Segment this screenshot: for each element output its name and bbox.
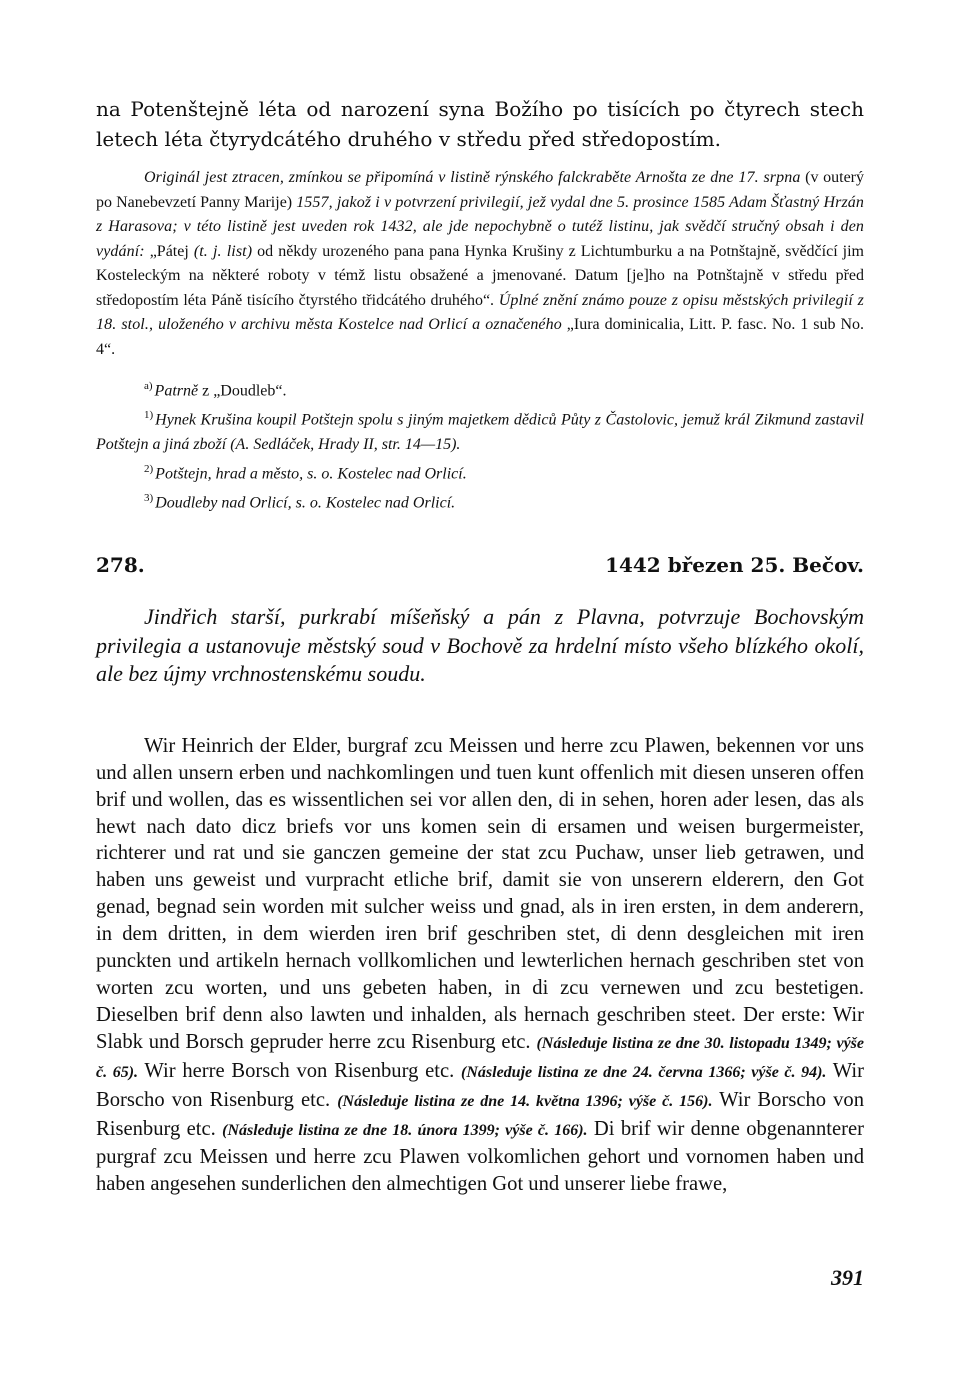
note-italic-2: 1557, jakož i v potvrzení privilegií, jež vydal dne 5. prosince 1585 Adam Šťastný Hrzán z Harasova; v této listině jest uveden rok 1432, ale jde nepochybně o tutéž listinu, jak svědčí stručný obsah i den vydání: <box>96 193 864 260</box>
note-italic-3: (t. j. list) <box>193 242 253 260</box>
note-italic-4: Úplné znění známo pouze z opisu městských privilegií z 18. stol., uloženého v archivu města Kostelce nad Orlicí a označeného <box>96 291 864 333</box>
footnote-text: z „Doudleb“. <box>198 382 287 400</box>
footnotes <box>96 374 864 515</box>
footnote <box>96 457 864 486</box>
body-text-1: Wir Heinrich der Elder, burgraf zcu Meissen und herre zcu Plawen, bekennen vor uns und allen unsern erben und nachkomlingen und tuen kunt offenlich mit diesen unseren offen brif und wollen, das es wissentlichen sei vor allen den, di in sehen, horen ader lesen, das als hewt nach dato dicz briefs vor uns komen sein di ersamen und weisen burgermeister, richterer und rat und sie ganczen gemeine der stat zcu Puchaw, unser lieb getrawen, und haben uns geweist und vurpracht etliche brif, damit sie von unserern elderern, den Got genad, begnad sein worden mit sulcher weiss und gnad, als in iren ersten, in dem anderern, in dem dritten, in dem wierden iren brif geschriben stet, di denn desgleichen mit iren punckten und artikeln hernach vollkomlichen und lewterlichen hernach geschriben stet von worten zcu worten, und uns gebeten haben, in di zcu vernewen und zcu bestetigen. Dieselben brif denn also lawten und inhalden, als hernach geschriben steet. Der erste: Wir Slabk und Borsch gepruder herre zcu Risenburg etc. <box>96 734 864 1053</box>
footnote <box>96 374 864 403</box>
page-content <box>96 94 864 1198</box>
note-text-4: „Iura dominicalia, Litt. P. fasc. No. 1 sub No. 4“. <box>96 316 865 358</box>
regest-summary: Jindřich starší, purkrabí míšeňský a pán z Plavna, potvrzuje Bochovským privilegia a ustanovuje městský soud v Bochově za hrdelní místo všeho blízkého okolí, ale bez újmy vrchnostenskému soudu. <box>96 604 864 687</box>
footnote-mark: 3) <box>144 491 154 504</box>
footnote-italic: Hynek Krušina koupil Potštejn spolu s jiným majetkem dědiců Půty z Častolovic, jemuž král Zikmund zastavil Potštejn a jiná zboží (A. Sedláček, Hrady II, str. 14—15). <box>96 411 864 453</box>
editorial-reference-3: (Následuje listina ze dne 14. května 1396; výše č. 156). <box>337 1092 713 1110</box>
footnote-italic: Potštejn, hrad a město, s. o. Kostelec nad Orlicí. <box>155 464 467 482</box>
body-text-4: Wir Borscho von Risenburg etc. <box>96 1088 865 1140</box>
footnote-italic: Doudleby nad Orlicí, s. o. Kostelec nad Orlicí. <box>155 494 456 512</box>
footnote-mark: 2) <box>144 462 154 475</box>
page-number: 391 <box>831 1265 864 1290</box>
document-date: 1442 březen 25. Bečov. <box>605 553 864 578</box>
intro-paragraph: na Potenštejně léta od narození syna Božího po tisících po čtyrech stech letech léta čtyrydcátého druhého v středu před středopostím. <box>96 97 864 151</box>
note-text-3: od někdy urozeného pana pana Hynka Krušiny z Lichtumburku a na Potnštajně, svědčící jim Kosteleckým na některé roboty v témž listu obsažené a jmenované. Datum [je]ho na Potnštajně v středu před středopostím léta Páně tisícího čtyrstého třidcátého druhého“. <box>96 242 864 309</box>
note-text-2: „Pátej <box>144 242 194 260</box>
footnote-mark: 1) <box>144 409 154 422</box>
footnote <box>96 486 864 515</box>
editorial-reference-4: (Následuje listina ze dne 18. února 1399; výše č. 166). <box>222 1121 588 1139</box>
body-text-5: Di brif wir denne obgenannterer purgraf zcu Meissen und herre zcu Plawen volkomlichen gehort und vornomen haben und haben angesehen sunderlichen den almechtigen Got und unserer liebe frawe, <box>96 1117 864 1196</box>
body-text-2: Wir herre Borsch von Risenburg etc. <box>138 1059 462 1082</box>
document-heading <box>96 553 864 577</box>
editorial-reference-1: (Následuje listina ze dne 30. listopadu 1349; výše č. 65). <box>96 1034 865 1081</box>
charter-text <box>96 733 864 1198</box>
document-number: 278. <box>96 553 145 578</box>
note-italic-1: Originál jest ztracen, zmínkou se připomíná v listině rýnského falckraběte Arnošta ze dne 17. srpna <box>144 169 801 186</box>
editorial-note <box>96 166 864 362</box>
editorial-reference-2: (Následuje listina ze dne 24. června 1366; výše č. 94). <box>461 1063 827 1081</box>
footnote <box>96 403 864 456</box>
footnote-italic: Patrně <box>154 382 199 400</box>
note-text-1: (v outerý po Nanebevzetí Panny Marije) <box>96 169 865 211</box>
body-text-3: Wir Borscho von Risenburg etc. <box>96 1059 864 1111</box>
footnote-mark: a) <box>144 380 153 392</box>
